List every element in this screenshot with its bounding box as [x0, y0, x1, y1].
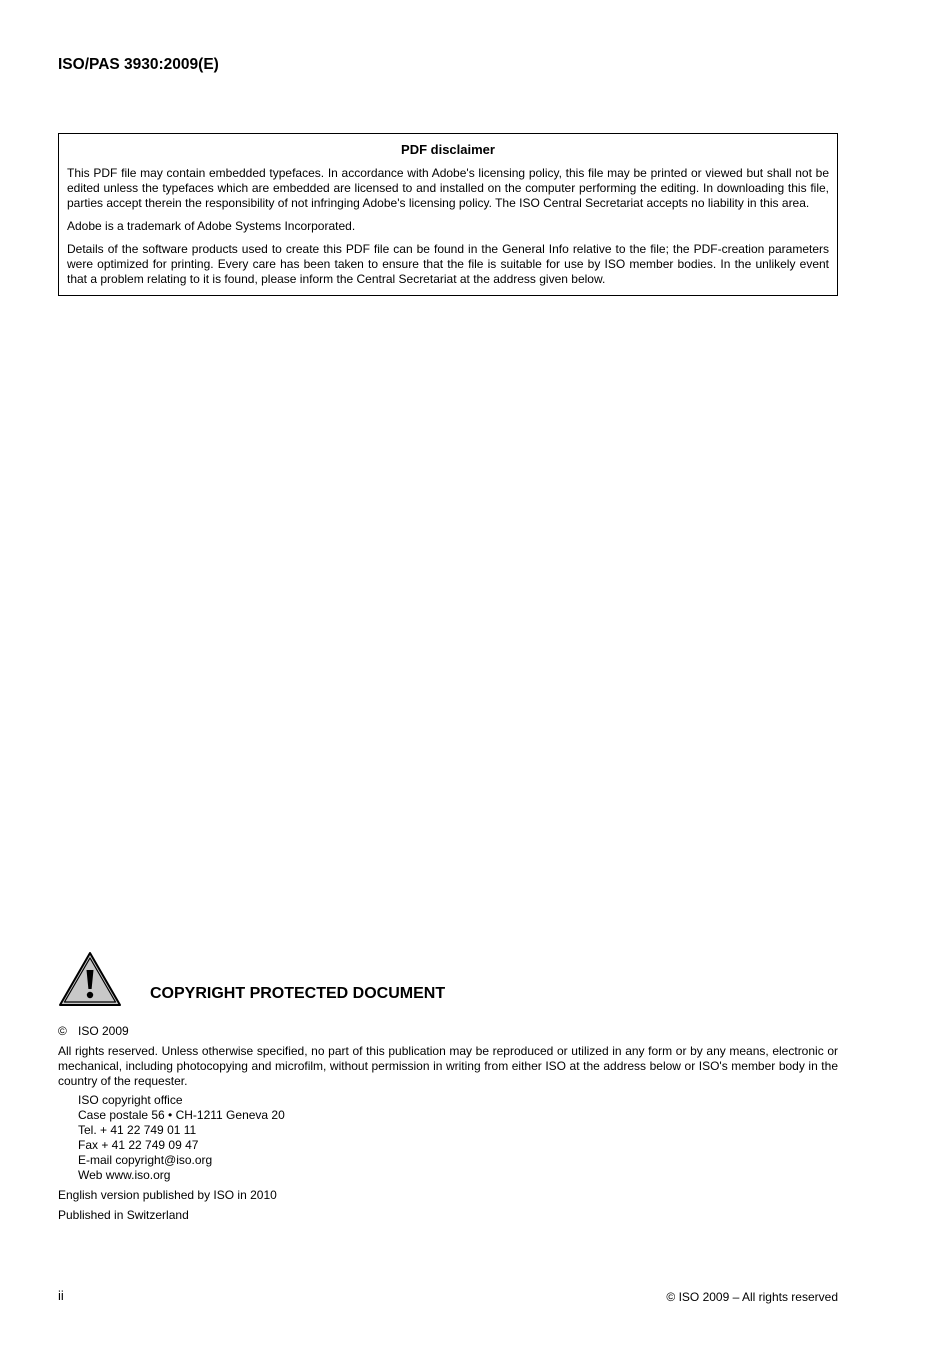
- address-line: E-mail copyright@iso.org: [78, 1153, 213, 1167]
- pdf-disclaimer-box: [58, 133, 838, 296]
- published-in-line: Published in Switzerland: [58, 1208, 189, 1222]
- page-number: ii: [58, 1288, 64, 1303]
- copyright-section: [58, 1024, 838, 1228]
- disclaimer-paragraph: This PDF file may contain embedded typefaces. In accordance with Adobe's licensing policy, this file may be printed or viewed but shall not be edited unless the typefaces which are embedded are licensed to and installed on the computer performing the editing. In downloading this file, parties accept therein the responsibility of not infringing Adobe's licensing policy. The ISO Central Secretariat accepts no liability in this area.: [67, 166, 829, 210]
- document-id: ISO/PAS 3930:2009(E): [58, 56, 219, 73]
- footer-copyright: © ISO 2009 – All rights reserved: [666, 1290, 838, 1304]
- address-line: Fax + 41 22 749 09 47: [78, 1138, 199, 1152]
- disclaimer-title: PDF disclaimer: [401, 142, 495, 157]
- address-line: Case postale 56 • CH-1211 Geneva 20: [78, 1108, 285, 1122]
- copyright-year-line: [58, 1024, 838, 1039]
- address-line: Tel. + 41 22 749 01 11: [78, 1123, 197, 1137]
- rights-statement: All rights reserved. Unless otherwise specified, no part of this publication may be reproduced or utilized in any form or by any means, electronic or mechanical, including photocopying and microfilm, without permission in writing from either ISO at the address below or ISO's member body in the country of the requester.: [58, 1044, 838, 1088]
- address-line: ISO copyright office: [78, 1093, 183, 1107]
- english-version-line: English version published by ISO in 2010: [58, 1188, 277, 1202]
- copyright-heading: COPYRIGHT PROTECTED DOCUMENT: [150, 985, 446, 1002]
- address-line: Web www.iso.org: [78, 1168, 171, 1182]
- copyright-symbol: ©: [58, 1024, 67, 1038]
- disclaimer-paragraph: Adobe is a trademark of Adobe Systems Incorporated.: [67, 219, 356, 233]
- warning-triangle-icon: [58, 951, 122, 1007]
- disclaimer-paragraph: Details of the software products used to create this PDF file can be found in the General Info relative to the file; the PDF-creation parameters were optimized for printing. Every care has been taken to ensure that the file is suitable for use by ISO member bodies. In the unlikely event that a problem relating to it is found, please inform the Central Secretariat at the address given below.: [67, 242, 829, 286]
- copyright-year: ISO 2009: [78, 1024, 129, 1038]
- address-block: [78, 1093, 838, 1183]
